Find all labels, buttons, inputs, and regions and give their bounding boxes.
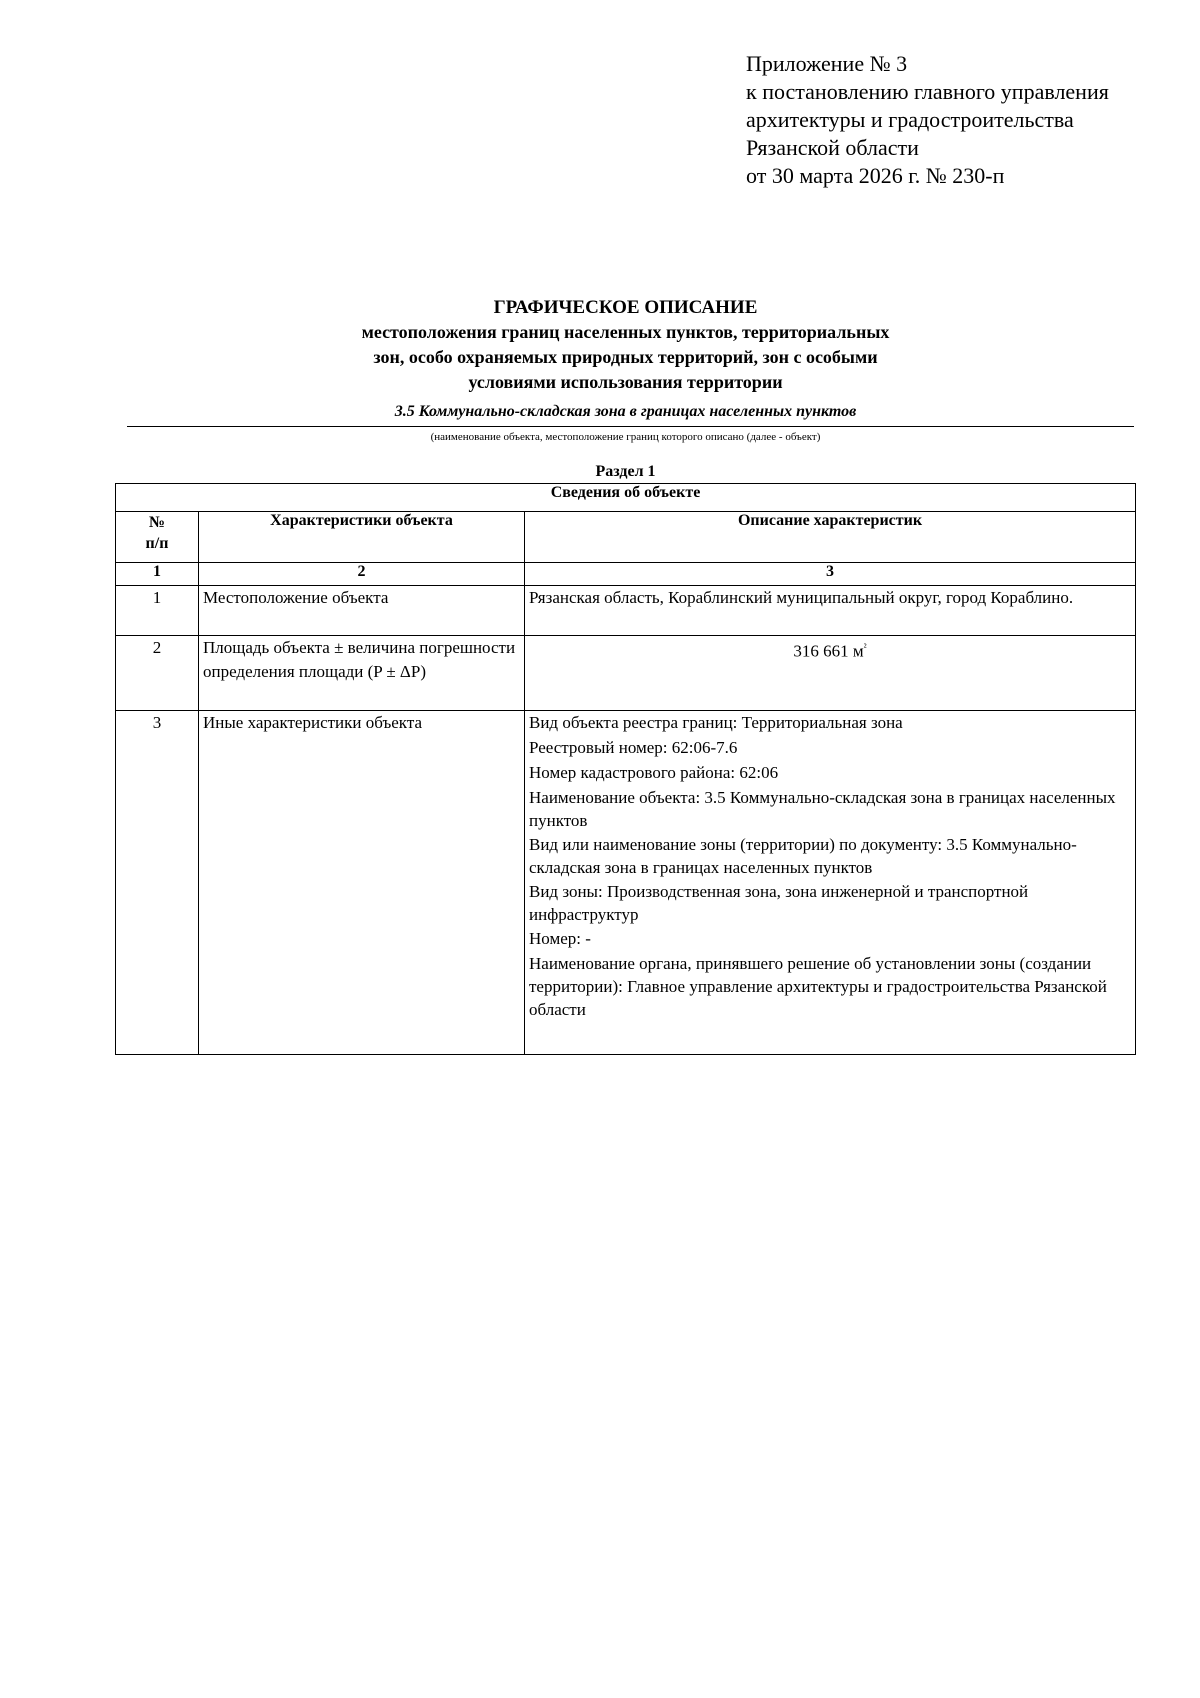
- description-line: Реестровый номер: 62:06-7.6: [529, 738, 738, 757]
- object-info-table: [115, 483, 1136, 1055]
- row-number: 3: [116, 711, 199, 1055]
- header-num-line1: №: [148, 514, 166, 531]
- table-header-row: [116, 512, 1136, 563]
- object-name-underline: [127, 426, 1134, 427]
- area-unit-exponent: ²: [863, 642, 867, 653]
- object-caption: (наименование объекта, местоположение границ которого описано (далее - объект): [430, 431, 821, 443]
- document-title: ГРАФИЧЕСКОЕ ОПИСАНИЕ: [493, 297, 758, 318]
- row-number: 2: [116, 636, 199, 711]
- section-label: Раздел 1: [595, 463, 656, 480]
- document-subtitle-line: зон, особо охраняемых природных территорий, зон с особыми: [373, 347, 878, 367]
- document-subtitle-line: местоположения границ населенных пунктов, территориальных: [361, 322, 890, 342]
- description-line: Наименование органа, принявшего решение об установлении зоны (создании территории): Главное управление архитектуры и градостроительства Рязанской области: [529, 954, 1107, 1019]
- table-caption: Сведения об объекте: [116, 484, 1136, 512]
- header-characteristics: Характеристики объекта: [199, 512, 525, 563]
- row-number: 1: [116, 586, 199, 636]
- row-characteristic: Местоположение объекта: [199, 586, 525, 636]
- document-subtitle-line: условиями использования территории: [468, 372, 783, 392]
- header-description: Описание характеристик: [525, 512, 1136, 563]
- description-line: Вид объекта реестра границ: Территориальная зона: [529, 713, 903, 732]
- row-description: [525, 711, 1136, 1055]
- row-characteristic: Иные характеристики объекта: [199, 711, 525, 1055]
- title-block: [117, 296, 1134, 395]
- row-description: [525, 636, 1136, 711]
- header-num-line2: п/п: [145, 535, 169, 552]
- column-number: 3: [525, 563, 1136, 586]
- row-description: Рязанская область, Кораблинский муниципальный округ, город Кораблино.: [525, 586, 1136, 636]
- description-line: Номер: -: [529, 929, 591, 948]
- appendix-line: Рязанской области: [746, 135, 919, 160]
- appendix-header: [746, 50, 1109, 190]
- table-caption-row: [116, 484, 1136, 512]
- area-value: 316 661 м: [793, 641, 864, 661]
- table-row: [116, 586, 1136, 636]
- description-line: Номер кадастрового района: 62:06: [529, 763, 779, 782]
- description-line: Вид или наименование зоны (территории) по документу: 3.5 Коммунально-складская зона в границах населенных пунктов: [529, 835, 1077, 877]
- table-row: [116, 711, 1136, 1055]
- appendix-line: к постановлению главного управления: [746, 79, 1109, 104]
- column-number: 1: [116, 563, 199, 586]
- object-name: 3.5 Коммунально-складская зона в границах населенных пунктов: [394, 403, 857, 420]
- description-line: Наименование объекта: 3.5 Коммунально-складская зона в границах населенных пунктов: [529, 788, 1116, 830]
- appendix-line: от 30 марта 2026 г. № 230-п: [746, 163, 1005, 188]
- column-number: 2: [199, 563, 525, 586]
- description-line: Вид зоны: Производственная зона, зона инженерной и транспортной инфраструктур: [529, 882, 1029, 924]
- column-number-row: [116, 563, 1136, 586]
- table-row: [116, 636, 1136, 711]
- appendix-line: Приложение № 3: [746, 51, 908, 76]
- header-num: [116, 512, 199, 563]
- row-characteristic: Площадь объекта ± величина погрешности определения площади (P ± ΔP): [199, 636, 525, 711]
- appendix-line: архитектуры и градостроительства: [746, 107, 1074, 132]
